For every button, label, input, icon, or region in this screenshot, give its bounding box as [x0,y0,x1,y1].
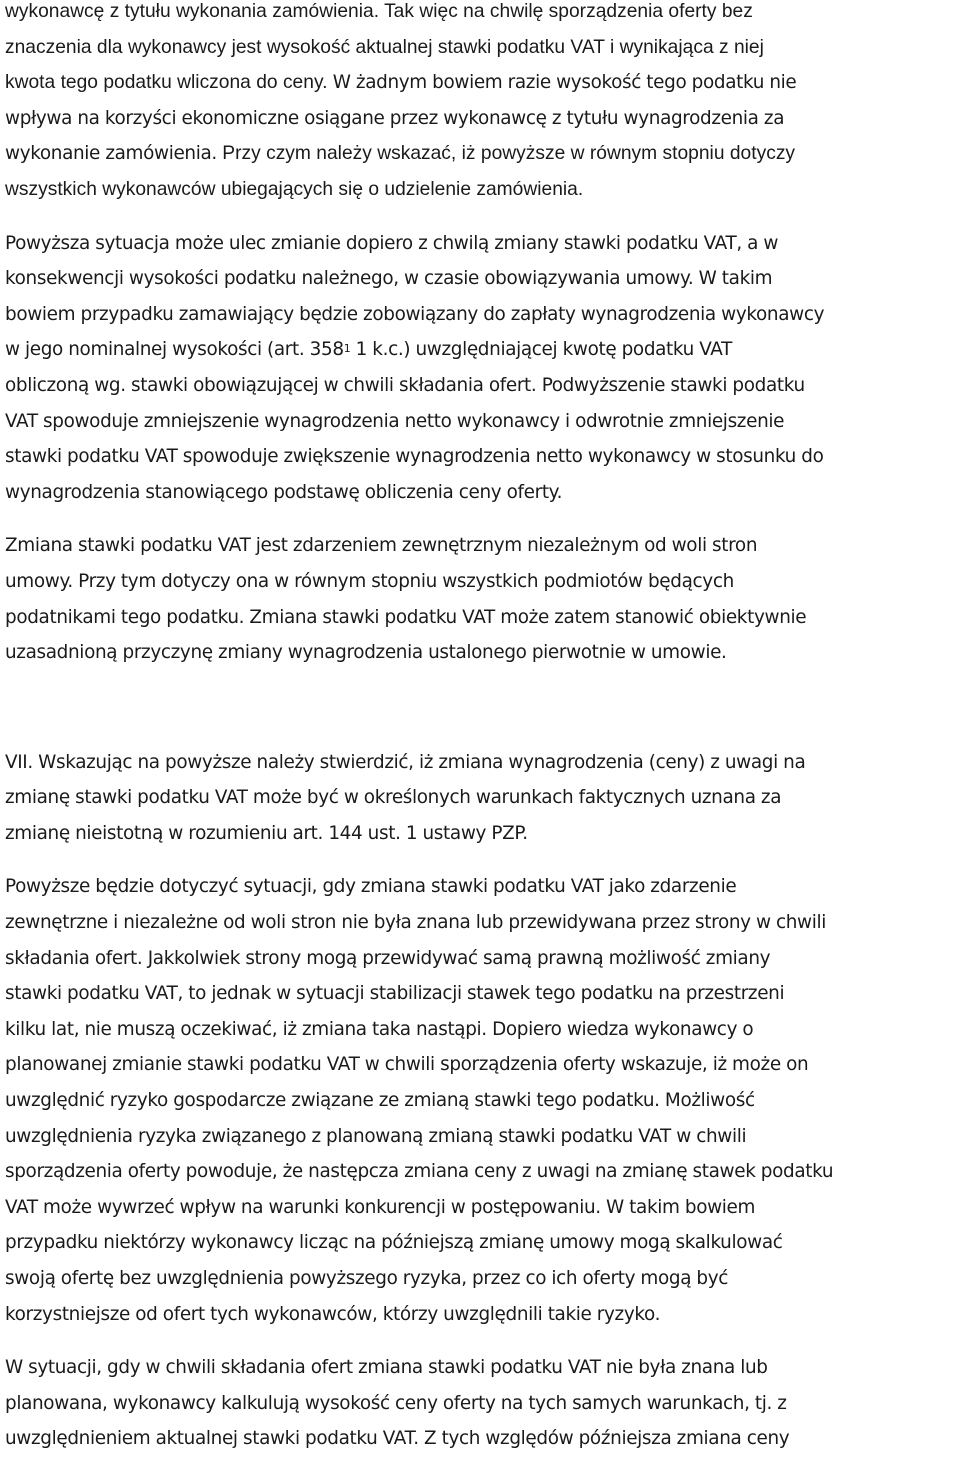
text-segment: kwota tego podatku wliczona do ceny. [5,72,328,94]
paragraph-line: uwzględnieniem aktualnej stawki podatku VAT. Z tych względów późniejsza zmiana ceny [5,1428,790,1450]
footnote-superscript: 1 [343,342,351,356]
paragraph-line: VAT spowoduje zmniejszenie wynagrodzenia netto wykonawcy i odwrotnie zmniejszenie [5,410,785,432]
paragraph-line: VII. Wskazując na powyższe należy stwierdzić, iż zmiana wynagrodzenia (ceny) z uwagi na [5,751,806,773]
paragraph-line: Zmiana stawki podatku VAT jest zdarzeniem zewnętrznym niezależnym od woli stron [5,535,758,557]
paragraph-line: uzasadnioną przyczynę zmiany wynagrodzenia ustalonego pierwotnie w umowie. [5,642,727,664]
paragraph-line: znaczenia dla wykonawcy jest wysokość aktualnej stawki podatku VAT i wynikająca z niej [5,36,764,58]
paragraph-line: bowiem przypadku zamawiający będzie zobowiązany do zapłaty wynagrodzenia wykonawcy [5,303,825,325]
paragraph-line: umowy. Przy tym dotyczy ona w równym stopniu wszystkich podmiotów będących [5,570,734,592]
paragraph-1 [5,0,959,208]
paragraph-line: wykonawcę z tytułu wykonania zamówienia. Tak więc na chwilę sporządzenia oferty bez [5,1,753,22]
paragraph-line: uwzględnienia ryzyka związanego z planowaną zmianą stawki podatku VAT w chwili [5,1125,747,1147]
paragraph-line [5,332,959,368]
text-segment: w jego nominalnej wysokości (art. 358 [5,339,344,361]
paragraph-line: przypadku niektórzy wykonawcy licząc na późniejszą zmianę umowy mogą skalkulować [5,1232,783,1254]
paragraph-line: planowana, wykonawcy kalkulują wysokość ceny oferty na tych samych warunkach, tj. z [5,1392,787,1414]
paragraph-section-vii [5,745,959,852]
paragraph-line: kilku lat, nie muszą oczekiwać, iż zmiana taka nastąpi. Dopiero wiedza wykonawcy o [5,1018,754,1040]
paragraph-line: wpływa na korzyści ekonomiczne osiągane przez wykonawcę z tytułu wynagrodzenia za [5,107,785,129]
text-segment: wykonanie zamówienia. [5,143,217,165]
paragraph-line: stawki podatku VAT spowoduje zwiększenie wynagrodzenia netto wykonawcy w stosunku do [5,446,824,468]
paragraph-6 [5,1350,959,1457]
paragraph-line: składania ofert. Jakkolwiek strony mogą przewidywać samą prawną możliwość zmiany [5,947,771,969]
paragraph-3 [5,528,959,670]
text-segment: W żadnym bowiem razie wysokość tego podatku nie [327,72,797,94]
paragraph-line: swoją ofertę bez uwzględnienia powyższego ryzyka, przez co ich oferty mogą być [5,1268,729,1289]
paragraph-line: planowanej zmianie stawki podatku VAT w chwili sporządzenia oferty wskazuje, iż może on [5,1054,809,1076]
paragraph-5 [5,869,959,1332]
paragraph-line [5,136,959,172]
paragraph-line: VAT może wywrzeć wpływ na warunki konkurencji w postępowaniu. W takim bowiem [5,1196,756,1218]
paragraph-line: Powyższe będzie dotyczyć sytuacji, gdy zmiana stawki podatku VAT jako zdarzenie [5,876,737,898]
paragraph-2 [5,226,959,511]
paragraph-line: wynagrodzenia stanowiącego podstawę obliczenia ceny oferty. [5,481,563,503]
paragraph-line: zewnętrzne i niezależne od woli stron nie była znana lub przewidywana przez strony w chwili [5,912,827,934]
paragraph-line: zmianę nieistotną w rozumieniu art. 144 ust. 1 ustawy PZP. [5,822,528,844]
paragraph-line: Powyższa sytuacja może ulec zmianie dopiero z chwilą zmiany stawki podatku VAT, a w [5,232,779,254]
paragraph-line: zmianę stawki podatku VAT może być w określonych warunkach faktycznych uznana za [5,787,782,809]
paragraph-line: konsekwencji wysokości podatku należnego, w czasie obowiązywania umowy. W takim [5,268,773,290]
paragraph-line: wszystkich wykonawców ubiegających się o udzielenie zamówienia. [5,178,584,200]
text-segment: Przy czym należy wskazać, iż powyższe w równym stopniu dotyczy [216,143,796,165]
paragraph-line: stawki podatku VAT, to jednak w sytuacji stabilizacji stawek tego podatku na przestrzeni [5,983,785,1005]
paragraph-line: uwzględnić ryzyko gospodarcze związane ze zmianą stawki tego podatku. Możliwość [5,1090,755,1112]
document-page [5,0,959,1457]
paragraph-line: obliczoną wg. stawki obowiązującej w chwili składania ofert. Podwyższenie stawki podatku [5,374,805,396]
paragraph-line [5,65,959,101]
text-segment: 1 k.c.) uwzględniającej kwotę podatku VAT [350,339,732,361]
paragraph-line: sporządzenia oferty powoduje, że następcza zmiana ceny z uwagi na zmianę stawek podatku [5,1161,834,1183]
paragraph-line: korzystniejsze od ofert tych wykonawców, którzy uwzględnili takie ryzyko. [5,1303,661,1325]
paragraph-line: podatnikami tego podatku. Zmiana stawki podatku VAT może zatem stanowić obiektywnie [5,606,807,628]
paragraph-line: W sytuacji, gdy w chwili składania ofert zmiana stawki podatku VAT nie była znana lub [5,1357,768,1379]
